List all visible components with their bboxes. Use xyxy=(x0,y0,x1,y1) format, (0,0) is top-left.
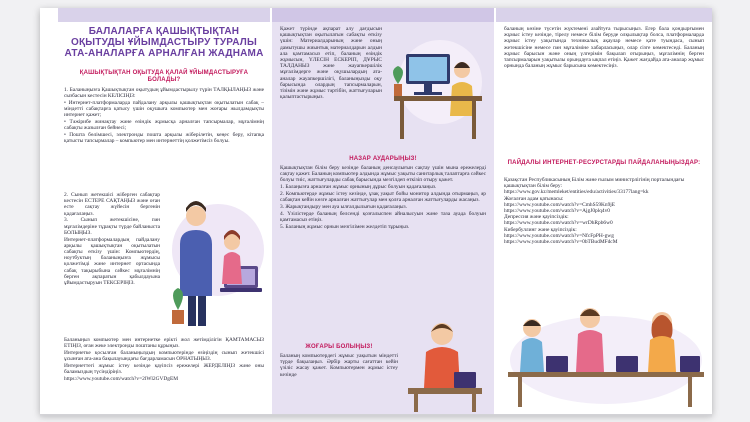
advice-text: баланың көзіне түсетін жүктемені азайтуға тырысыңыз. Егер бала қондырғымен жұмыс істеу кезінде, тірелу немесе білім беруде олқылықтар болса, платформаларда жұмыс істеу уақытында техникалық ақаулар немесе қате туындаса, сынып жетекшісіне немесе пән мұғаліміне хабарласыңыз, олар сізге көмектеседі. Баланың жұмыс барысын және оның үлгерімін бақылап отырыңыз, мұғалімнің берген тапсырмаларын уақытылы орындауға ықпал етіңіз. Қажет жағдайда ата-аналар жұмыс орнында баланың жұмыс барысына көмектесіңіз. xyxy=(504,26,704,70)
leaflet-sheet xyxy=(40,8,712,414)
resource-link[interactable]: https://www.youtube.com/watch?v=AjgJ0plq4v0 xyxy=(504,208,610,215)
panel-right xyxy=(496,8,712,414)
instructions-text xyxy=(64,87,264,145)
attention-paragraph: Қашықтықтан білім беру кезінде баланың денсаулығын сақтау үшін мына ережелерді сақтау қажет. Баланың компьютер алдында жұмыс уақыты санитарлық талаптарға сәйкес болуы тиіс, жаттығуларды сабақ барысында мезгілдеп өткізіп отыру қажет. xyxy=(280,165,486,184)
intro-text: Қажет түрінде ақпарат алу дағдысын қашықтықтан оқытылатын сабақты өткізу үшін: Материалдарының және оның дамытушы жиынтық материалдарын алдын ала қамтамасыз етіп, баланың өзіндік жұмысын, ҮЛЕСІН ЕСКЕРІП, ДҰРЫС ТАЛДАНЫЗ және жауапкершілік мұғалімдерге және оқушылардың ата-аналар жауапкершілігі, баланыңызды оқу барысында олардың тапсырмаларын, тізімін және жұмыс тәртібін, жаттығуларын қалыптастырыңыз. xyxy=(280,26,382,101)
family-illustration xyxy=(166,184,266,334)
top-band xyxy=(58,8,270,22)
rule-item: 3. Жарықтандыру мен ауа ылғалдылығын қадағалаңыз. xyxy=(280,204,407,210)
resource-link[interactable]: https://www.youtube.com/watch?v=wrDhRpb6w0 xyxy=(504,220,613,227)
workspace-illustration xyxy=(386,24,490,148)
instruction-item: • Тәжірибе жинақтау және өзіндік жұмысқа арналған тапсырмалар, мұғалімнің сабақты жазылған бейнесі; xyxy=(64,119,264,132)
resources-list xyxy=(504,177,704,245)
rule-item: 2. Компьютерде жұмыс істеу кезінде, ұзақ уақыт бойы монитор алдында отырмаңыз, әр сабақтан кейін көзге арналған жаттығулар мен қолға арналған жаттығуларды жасаңыз. xyxy=(280,191,486,204)
instruction-item: Интернетке қосылған баланыңыздың компьютерінде өзіңіздің сынып жетекшісі ұсынған ата-ана бақылауындағы бағдарламасын ОРНАТЫҢЫЗ. xyxy=(64,350,264,363)
instruction-item: Баланыңыз компьютер мен интернетке ерікті жол жетімділігін ҚАМТАМАСЫЗ ЕТІҢІЗ, оған жеке электронды поштаны құрыңыз. xyxy=(64,337,264,350)
family-laptops-illustration xyxy=(502,288,708,410)
rule-item: 1. Балаңызға арналған жұмыс орнының дұрыс болуын қадағалаңыз. xyxy=(280,184,437,191)
instructions-text-narrow xyxy=(64,192,160,287)
instruction-item: 1. Баланыңызға Қашықтықтан оқытудың ұйымдастырылу түрін ТАЛҚЫЛАҢЫЗ және сызбасын кестесін КЕЛІСІҢІЗ: xyxy=(64,87,264,100)
panel-middle xyxy=(272,8,494,414)
boy-illustration xyxy=(402,308,492,412)
resource-link[interactable]: https://www.youtube.com/watch?v=NfcFpPH-gwg xyxy=(504,232,614,239)
instruction-item: • Пошта бөлімшесі, электронды пошта арқылы жіберілетін, кеңес беру, кітапқа қатысты тапсырмалар – компьютер мен интернеттің қолжетімсіз болуы. xyxy=(64,132,264,145)
instruction-item: Интернет-платформалардың пайдалану арқылы қашықтықтан оқытылатын сабақты өткізу үшін: Компьютердің, ноутбуктың баланыңызға жұмысы қолжетімді және интернет ортасында сабақ тақырыбына сәйкес мұғалімнің берген ақпаратын қабылдауына ұйымдастыруын ТЕКСЕРІҢІЗ. xyxy=(64,236,160,287)
instruction-item: Интернеттегі жұмыс істеу кезінде қауіпсіз ережелері ЖЕРДЕЛІҢІЗ және оны баламыздың түсіндіріңіз. xyxy=(64,363,264,376)
rule-item: 4. Үзілістерде баланың белсенді қозғалыспен айналысуын және таза ауада болуын қамтамасыз етіңіз. xyxy=(280,210,486,223)
resource-caption: Кибербуллинг және қауіпсіздік: xyxy=(504,226,577,233)
resource-caption: Қазақстан Республикасының Білім және ғылым министрлігінің порталындағы қашықтықтан білім беру: xyxy=(504,177,685,190)
section-heading: ҚАШЫҚТЫҚТАН ОҚЫТУДА ҚАЛАЙ ҰЙЫМДАСТЫРУҒА БОЛАДЫ? xyxy=(79,70,249,83)
resource-link[interactable]: https://www.youtube.com/watch?v=CmhS59Kn9jE xyxy=(504,201,616,208)
instructions-text-bottom xyxy=(64,337,264,383)
video-link[interactable]: https://www.youtube.com/watch?v=2lWl2GVDgEM xyxy=(64,376,179,382)
instruction-item: • Интернет-платформаларда пайдалану арқылы қашықтықтан оқытылатын сабақ – міндетті сабақтарға қатысу үшін оқушыға компьютер мен жоғары жылдамдықты интернет қажет; xyxy=(64,100,264,119)
caution-heading: ЖОҒАРЫ БОЛЫҢЫЗ! xyxy=(305,344,373,350)
instruction-item: 3. Сынып жетекшісіне, пән мұғалімдеріне тұрақты түрде байланыста БОЛЫҢЫЗ. xyxy=(64,217,160,236)
sheet-shadow xyxy=(40,414,712,418)
resource-link[interactable]: https://www.gov.kz/memleket/entities/edu/activities/33177lang=kk xyxy=(504,189,649,196)
attention-heading: НАЗАР АУДАРЫҢЫЗ! xyxy=(349,156,417,162)
resources-heading: ПАЙДАЛЫ ИНТЕРНЕТ-РЕСУРСТАРДЫ ПАЙДАЛАНЫҢЫЗДАР: xyxy=(507,160,701,166)
rule-item: 5. Баланың жұмыс орнын мезгілімен желдетіп тұрыңыз. xyxy=(280,223,410,230)
instruction-item: 2. Сынып жетекшісі жіберген сабақтар кестесін ЕСТЕРЕ САҚТАҢЫЗ және оған есте сақтау жүйесін бергенін қадағалаңыз. xyxy=(64,192,160,217)
attention-text xyxy=(280,165,486,231)
panel-left xyxy=(58,8,270,414)
leaflet-title: БАЛАЛАРҒА ҚАШЫҚТЫҚТАН ОҚЫТУДЫ ҰЙЫМДАСТЫРУ ТУРАЛЫ АТА-АНАЛАРҒА АРНАЛҒАН ЖАДНАМА xyxy=(64,26,264,59)
caution-text: Баланың компьютердегі жұмыс уақытын міндетті түрде бақылаңыз. Әрбір жарты сағаттан кейін үзіліс жасау қажет. Компьютермен жұмыс істеу кезінде xyxy=(280,353,398,378)
resource-link[interactable]: https://www.youtube.com/watch?v=0bTBudMFdcM xyxy=(504,239,618,246)
resource-caption: Жоғалған адам қатынасы: xyxy=(504,195,564,202)
resource-caption: Депрессия және қауіпсіздік: xyxy=(504,214,569,221)
top-band xyxy=(272,8,494,22)
top-band xyxy=(496,8,712,22)
